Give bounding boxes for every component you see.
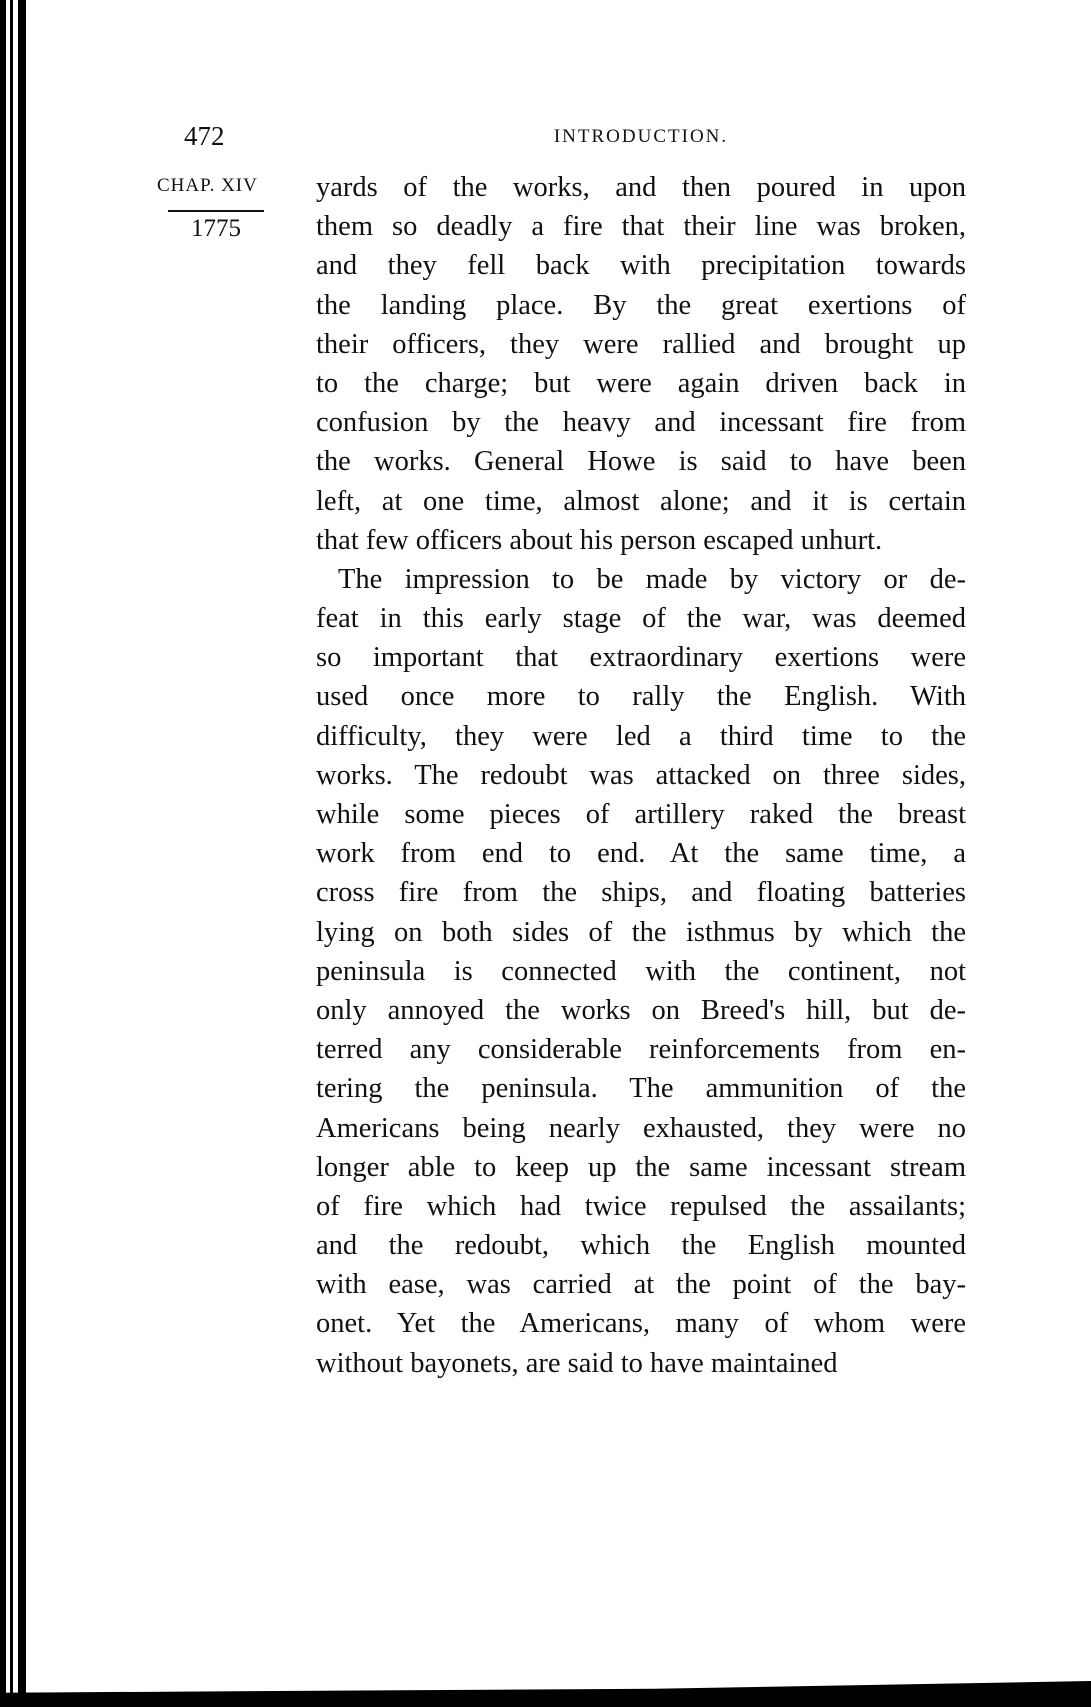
text-line: that few officers about his person escaped unhurt. xyxy=(316,524,883,556)
text-line: feat in this early stage of the war, was deemed xyxy=(316,603,966,635)
text-line: without bayonets, are said to have maintained xyxy=(316,1347,838,1379)
text-line: Americans being nearly exhausted, they were no xyxy=(316,1112,966,1144)
text-line: used once more to rally the English. With xyxy=(316,681,966,713)
text-line: works. The redoubt was attacked on three sides, xyxy=(316,759,966,791)
text-line: lying on both sides of the isthmus by which the xyxy=(316,916,966,948)
text-line: The impression to be made by victory or de- xyxy=(338,563,966,595)
margin-year: 1775 xyxy=(191,215,241,242)
text-line: to the charge; but were again driven back in xyxy=(316,367,966,399)
text-line: and the redoubt, which the English mounted xyxy=(316,1230,966,1262)
text-line: with ease, was carried at the point of the bay- xyxy=(316,1269,966,1301)
text-line: them so deadly a fire that their line was broken, xyxy=(316,211,966,243)
page-number: 472 xyxy=(184,121,225,151)
margin-chapter: CHAP. XIV xyxy=(157,175,258,196)
text-line: yards of the works, and then poured in upon xyxy=(316,172,966,203)
text-line: onet. Yet the Americans, many of whom were xyxy=(316,1308,966,1340)
body-text xyxy=(316,168,966,1383)
text-line: confusion by the heavy and incessant fire from xyxy=(316,407,966,439)
text-line: difficulty, they were led a third time to the xyxy=(316,720,966,752)
text-line: terred any considerable reinforcements from en- xyxy=(316,1034,966,1066)
text-line: so important that extraordinary exertions were xyxy=(316,642,966,674)
text-line: longer able to keep up the same incessant stream xyxy=(316,1151,966,1183)
text-line: tering the peninsula. The ammunition of the xyxy=(316,1073,966,1105)
text-line: work from end to end. At the same time, a xyxy=(316,838,966,870)
page-bottom-edge xyxy=(0,1681,1091,1707)
book-spine-edge xyxy=(18,0,26,1707)
margin-rule xyxy=(168,210,264,212)
running-head: INTRODUCTION. xyxy=(553,126,729,147)
book-spine-edge xyxy=(10,0,13,1707)
text-line: peninsula is connected with the continent, not xyxy=(316,955,966,987)
text-line: the works. General Howe is said to have been xyxy=(316,446,966,478)
text-line: of fire which had twice repulsed the assailants; xyxy=(316,1190,966,1222)
book-spine-edge xyxy=(0,0,6,1707)
text-line: left, at one time, almost alone; and it is certain xyxy=(316,485,966,517)
text-line: cross fire from the ships, and floating batteries xyxy=(316,877,966,909)
text-line: only annoyed the works on Breed's hill, but de- xyxy=(316,994,966,1026)
text-line: while some pieces of artillery raked the breast xyxy=(316,799,966,830)
text-line: and they fell back with precipitation towards xyxy=(316,250,966,282)
text-line: their officers, they were rallied and brought up xyxy=(316,328,966,360)
text-line: the landing place. By the great exertions of xyxy=(316,289,966,321)
